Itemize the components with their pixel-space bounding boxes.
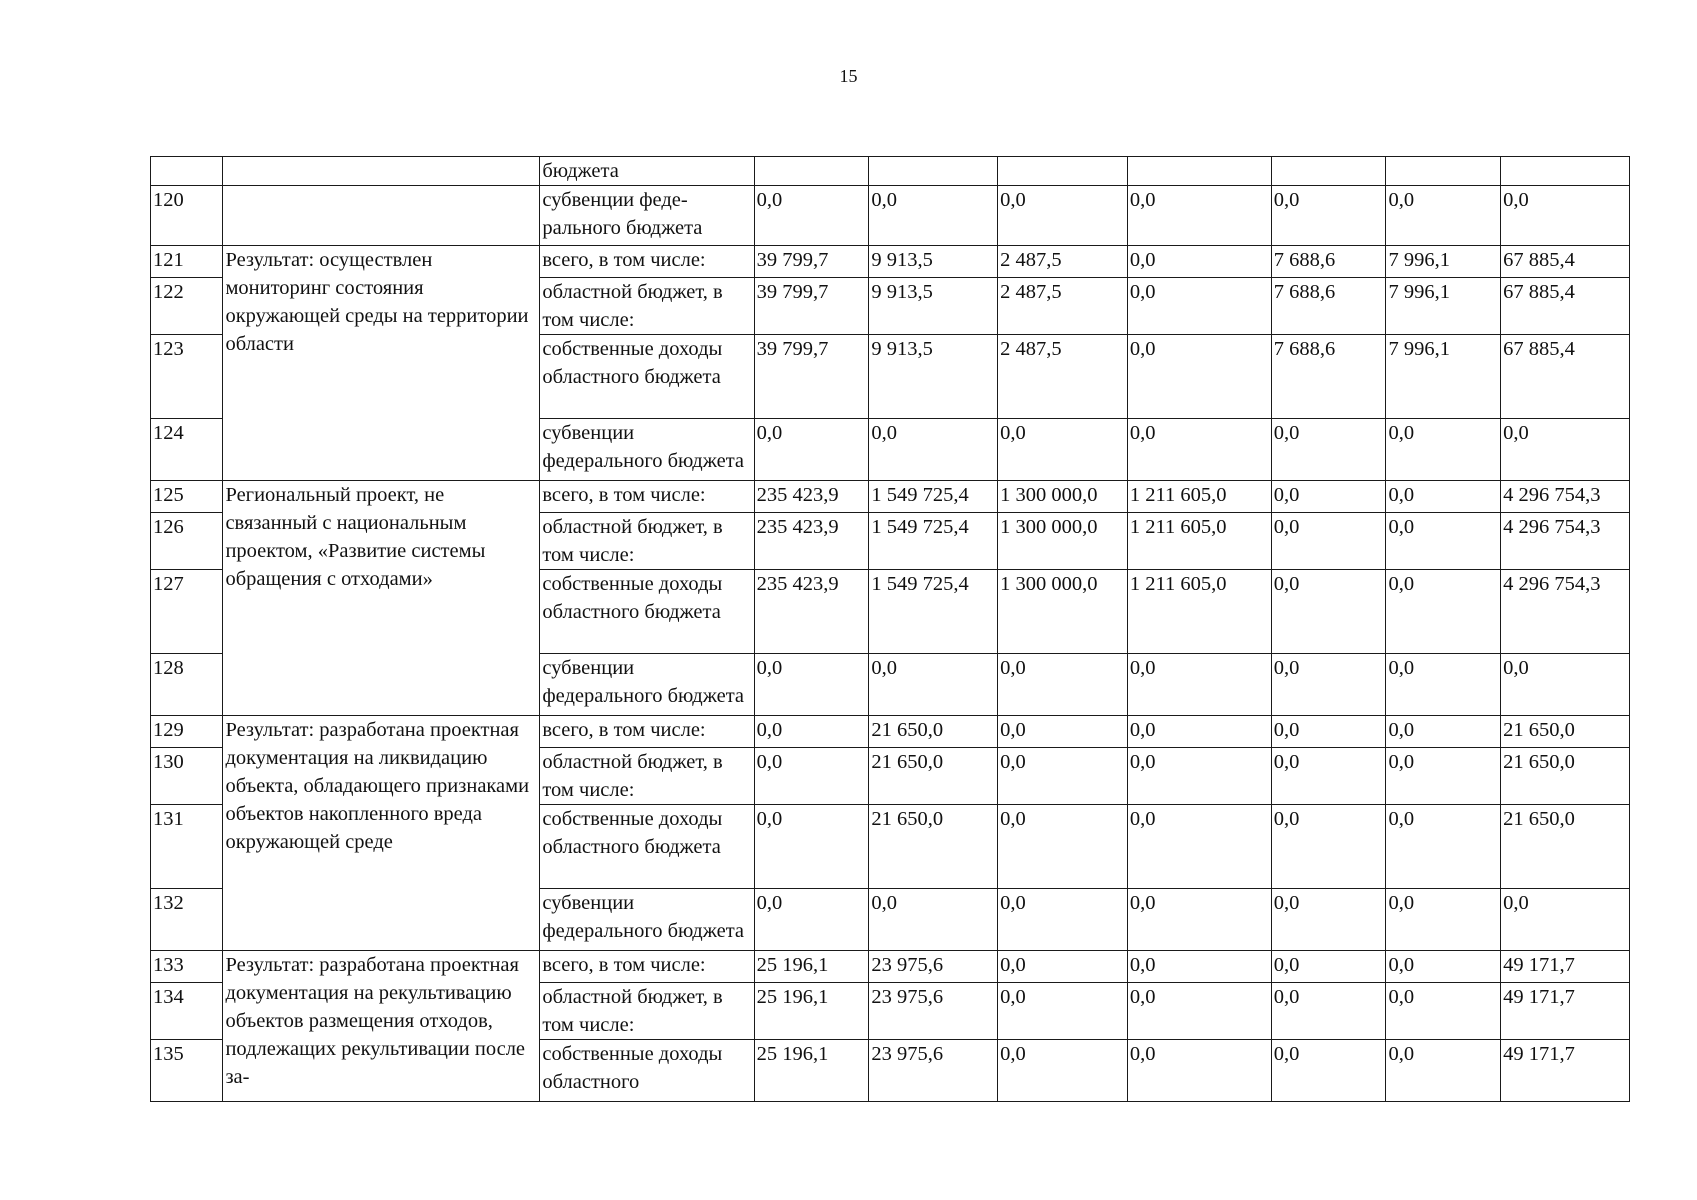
value-cell: 0,0 xyxy=(1127,186,1271,246)
value-cell: 0,0 xyxy=(754,186,869,246)
source-cell: областной бюджет, в том числе: xyxy=(540,748,754,805)
source-cell: собственные доходы областного xyxy=(540,1040,754,1102)
value-cell: 67 885,4 xyxy=(1501,278,1630,335)
description-cell xyxy=(223,186,540,246)
value-cell: 0,0 xyxy=(1127,983,1271,1040)
value-cell: 2 487,5 xyxy=(998,246,1128,278)
value-cell: 1 211 605,0 xyxy=(1127,513,1271,570)
value-cell xyxy=(1386,157,1501,186)
value-cell: 0,0 xyxy=(1271,1040,1386,1102)
value-cell: 7 688,6 xyxy=(1271,278,1386,335)
value-cell: 0,0 xyxy=(1501,654,1630,716)
value-cell: 0,0 xyxy=(1386,716,1501,748)
value-cell: 0,0 xyxy=(754,889,869,951)
value-cell: 0,0 xyxy=(754,805,869,889)
source-cell: областной бюджет, в том числе: xyxy=(540,513,754,570)
value-cell: 0,0 xyxy=(998,716,1128,748)
value-cell: 0,0 xyxy=(1271,983,1386,1040)
table-row xyxy=(151,157,1630,186)
row-number-cell: 134 xyxy=(151,983,223,1040)
source-cell: всего, в том числе: xyxy=(540,246,754,278)
value-cell: 2 487,5 xyxy=(998,278,1128,335)
value-cell: 0,0 xyxy=(1127,335,1271,419)
value-cell: 0,0 xyxy=(1386,805,1501,889)
value-cell: 0,0 xyxy=(1271,570,1386,654)
value-cell: 0,0 xyxy=(998,1040,1128,1102)
value-cell: 0,0 xyxy=(1386,513,1501,570)
row-number-cell: 131 xyxy=(151,805,223,889)
value-cell: 2 487,5 xyxy=(998,335,1128,419)
row-number-cell: 133 xyxy=(151,951,223,983)
source-cell: собственные доходы областного бюджета xyxy=(540,805,754,889)
value-cell: 0,0 xyxy=(1127,748,1271,805)
value-cell: 9 913,5 xyxy=(869,246,998,278)
value-cell: 49 171,7 xyxy=(1501,1040,1630,1102)
value-cell: 0,0 xyxy=(998,983,1128,1040)
value-cell: 4 296 754,3 xyxy=(1501,481,1630,513)
value-cell: 4 296 754,3 xyxy=(1501,570,1630,654)
value-cell: 0,0 xyxy=(1271,186,1386,246)
value-cell: 21 650,0 xyxy=(1501,805,1630,889)
value-cell: 0,0 xyxy=(998,805,1128,889)
row-number-cell: 124 xyxy=(151,419,223,481)
value-cell: 1 211 605,0 xyxy=(1127,570,1271,654)
value-cell: 0,0 xyxy=(1386,419,1501,481)
value-cell: 0,0 xyxy=(1386,951,1501,983)
table-row xyxy=(151,246,1630,278)
value-cell: 0,0 xyxy=(1386,654,1501,716)
value-cell: 0,0 xyxy=(1127,1040,1271,1102)
value-cell: 0,0 xyxy=(1386,1040,1501,1102)
value-cell: 0,0 xyxy=(1127,889,1271,951)
source-cell: бюджета xyxy=(540,157,754,186)
source-cell: собственные доходы областного бюджета xyxy=(540,335,754,419)
value-cell: 0,0 xyxy=(754,419,869,481)
value-cell xyxy=(1127,157,1271,186)
source-cell: всего, в том числе: xyxy=(540,481,754,513)
value-cell: 9 913,5 xyxy=(869,335,998,419)
source-cell: областной бюджет, в том числе: xyxy=(540,983,754,1040)
row-number-cell: 120 xyxy=(151,186,223,246)
value-cell: 0,0 xyxy=(1127,951,1271,983)
source-cell: субвенции федерального бюджета xyxy=(540,654,754,716)
value-cell: 7 688,6 xyxy=(1271,246,1386,278)
budget-table xyxy=(150,156,1630,1102)
value-cell: 0,0 xyxy=(1386,186,1501,246)
value-cell: 0,0 xyxy=(998,186,1128,246)
table-row xyxy=(151,481,1630,513)
value-cell: 0,0 xyxy=(754,748,869,805)
value-cell: 67 885,4 xyxy=(1501,335,1630,419)
value-cell xyxy=(754,157,869,186)
table-row xyxy=(151,716,1630,748)
value-cell: 21 650,0 xyxy=(869,716,998,748)
value-cell xyxy=(1271,157,1386,186)
value-cell: 0,0 xyxy=(998,419,1128,481)
value-cell: 7 996,1 xyxy=(1386,335,1501,419)
value-cell: 0,0 xyxy=(1386,983,1501,1040)
value-cell: 1 549 725,4 xyxy=(869,513,998,570)
value-cell: 39 799,7 xyxy=(754,335,869,419)
value-cell: 0,0 xyxy=(998,748,1128,805)
value-cell: 39 799,7 xyxy=(754,246,869,278)
value-cell: 0,0 xyxy=(869,419,998,481)
value-cell: 0,0 xyxy=(869,889,998,951)
source-cell: субвенции феде-ральнoго бюджета xyxy=(540,186,754,246)
value-cell: 235 423,9 xyxy=(754,481,869,513)
value-cell: 4 296 754,3 xyxy=(1501,513,1630,570)
value-cell: 0,0 xyxy=(869,654,998,716)
value-cell: 1 300 000,0 xyxy=(998,481,1128,513)
row-number-cell: 127 xyxy=(151,570,223,654)
value-cell: 0,0 xyxy=(1271,748,1386,805)
value-cell: 23 975,6 xyxy=(869,983,998,1040)
value-cell: 0,0 xyxy=(1127,246,1271,278)
value-cell: 49 171,7 xyxy=(1501,983,1630,1040)
row-number-cell: 135 xyxy=(151,1040,223,1102)
value-cell: 235 423,9 xyxy=(754,570,869,654)
value-cell: 1 549 725,4 xyxy=(869,570,998,654)
value-cell: 25 196,1 xyxy=(754,983,869,1040)
row-number-cell: 125 xyxy=(151,481,223,513)
description-cell: Результат: разработана проектная документация на рекультивацию объектов размещения отходов, подлежащих рекультивации после за- xyxy=(223,951,540,1102)
value-cell: 7 996,1 xyxy=(1386,246,1501,278)
value-cell: 25 196,1 xyxy=(754,951,869,983)
value-cell: 0,0 xyxy=(1271,481,1386,513)
row-number-cell: 123 xyxy=(151,335,223,419)
value-cell: 0,0 xyxy=(998,654,1128,716)
row-number-cell: 128 xyxy=(151,654,223,716)
description-cell: Результат: разработана проектная документация на ликвидацию объекта, обладающего признаками объектов накопленного вреда окружающей среде xyxy=(223,716,540,951)
description-cell: Региональный проект, не связанный с национальным проектом, «Развитие системы обращения с отходами» xyxy=(223,481,540,716)
value-cell: 39 799,7 xyxy=(754,278,869,335)
value-cell: 7 688,6 xyxy=(1271,335,1386,419)
value-cell: 0,0 xyxy=(1501,186,1630,246)
table-row xyxy=(151,951,1630,983)
value-cell xyxy=(998,157,1128,186)
value-cell: 1 300 000,0 xyxy=(998,513,1128,570)
value-cell: 1 549 725,4 xyxy=(869,481,998,513)
source-cell: всего, в том числе: xyxy=(540,716,754,748)
value-cell: 0,0 xyxy=(1386,481,1501,513)
value-cell: 0,0 xyxy=(1271,513,1386,570)
value-cell: 0,0 xyxy=(754,654,869,716)
row-number-cell: 126 xyxy=(151,513,223,570)
page-number: 15 xyxy=(839,66,858,86)
value-cell: 21 650,0 xyxy=(1501,716,1630,748)
source-cell: областной бюджет, в том числе: xyxy=(540,278,754,335)
value-cell: 0,0 xyxy=(1127,716,1271,748)
value-cell: 0,0 xyxy=(1386,570,1501,654)
value-cell: 0,0 xyxy=(1271,889,1386,951)
value-cell: 0,0 xyxy=(1127,419,1271,481)
row-number-cell: 130 xyxy=(151,748,223,805)
value-cell: 0,0 xyxy=(1271,805,1386,889)
source-cell: субвенции федерального бюджета xyxy=(540,889,754,951)
value-cell: 235 423,9 xyxy=(754,513,869,570)
value-cell: 1 300 000,0 xyxy=(998,570,1128,654)
description-cell xyxy=(223,157,540,186)
value-cell: 9 913,5 xyxy=(869,278,998,335)
table-row xyxy=(151,186,1630,246)
value-cell: 0,0 xyxy=(869,186,998,246)
value-cell: 25 196,1 xyxy=(754,1040,869,1102)
value-cell xyxy=(869,157,998,186)
value-cell: 0,0 xyxy=(1386,889,1501,951)
value-cell: 1 211 605,0 xyxy=(1127,481,1271,513)
value-cell: 0,0 xyxy=(1127,654,1271,716)
value-cell: 67 885,4 xyxy=(1501,246,1630,278)
value-cell: 0,0 xyxy=(1127,805,1271,889)
value-cell: 21 650,0 xyxy=(869,805,998,889)
value-cell: 7 996,1 xyxy=(1386,278,1501,335)
value-cell: 0,0 xyxy=(1271,654,1386,716)
row-number-cell: 129 xyxy=(151,716,223,748)
value-cell: 0,0 xyxy=(1271,419,1386,481)
value-cell: 0,0 xyxy=(1386,748,1501,805)
row-number-cell: 121 xyxy=(151,246,223,278)
value-cell: 0,0 xyxy=(1501,419,1630,481)
value-cell: 21 650,0 xyxy=(1501,748,1630,805)
value-cell: 0,0 xyxy=(998,951,1128,983)
value-cell: 0,0 xyxy=(1501,889,1630,951)
value-cell: 23 975,6 xyxy=(869,951,998,983)
row-number-cell: 122 xyxy=(151,278,223,335)
value-cell: 0,0 xyxy=(754,716,869,748)
value-cell: 0,0 xyxy=(1271,951,1386,983)
source-cell: всего, в том числе: xyxy=(540,951,754,983)
source-cell: собственные доходы областного бюджета xyxy=(540,570,754,654)
value-cell: 23 975,6 xyxy=(869,1040,998,1102)
row-number-cell: 132 xyxy=(151,889,223,951)
row-number-cell xyxy=(151,157,223,186)
value-cell: 0,0 xyxy=(998,889,1128,951)
source-cell: субвенции федерального бюджета xyxy=(540,419,754,481)
value-cell: 0,0 xyxy=(1127,278,1271,335)
value-cell: 49 171,7 xyxy=(1501,951,1630,983)
description-cell: Результат: осуществлен мониторинг состояния окружающей среды на территории области xyxy=(223,246,540,481)
value-cell: 21 650,0 xyxy=(869,748,998,805)
value-cell xyxy=(1501,157,1630,186)
value-cell: 0,0 xyxy=(1271,716,1386,748)
